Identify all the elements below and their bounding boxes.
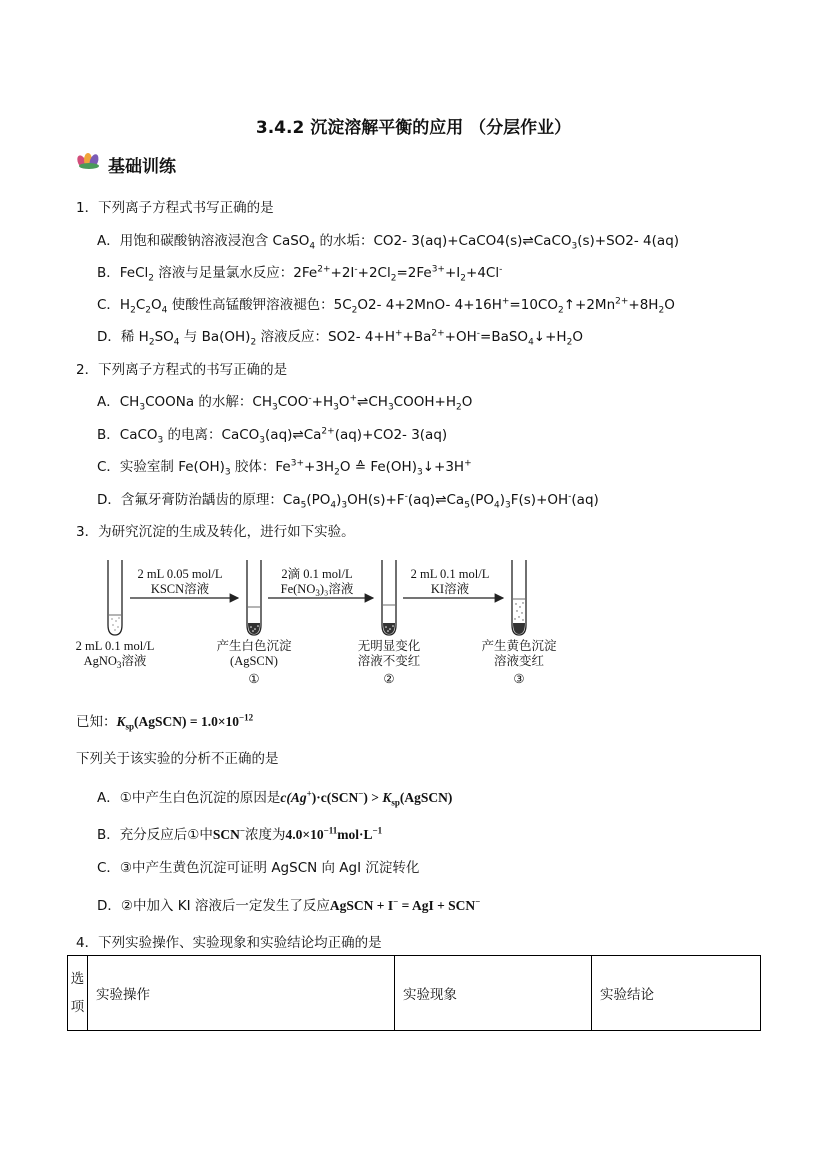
- arrow1-bottom-label: KSCN溶液: [150, 582, 210, 596]
- tube3-number: ③: [513, 672, 525, 686]
- q1-option-c: C．$H_2C_2O_4$ 使酸性高锰酸钾溶液褪色：$5C_2O2-$ 4+2MnO- $4+16H^+=10CO_2↑+2Mn^{2+}+8H_2O$: [97, 296, 675, 316]
- q3-stem: 3．为研究沉淀的生成及转化，进行如下实验。: [76, 524, 355, 540]
- q2-option-d: D．含氟牙膏防治龋齿的原理：$Ca_5(PO_4)_3OH(s)+F^-(aq)\rightleftharpoons Ca_5(PO_4)_3F(s)+OH^-(aq)$: [97, 491, 599, 511]
- test-tube-1: [247, 560, 261, 635]
- q1-option-a: A．用饱和碳酸钠溶液浸泡含 CaSO$_4$ 的水垢：CO2- 3(aq)+CaCO4(s)⇌CaCO$_3$(s)+SO2- 4(aq): [97, 233, 680, 252]
- q1-option-b: B．FeCl$_2$ 溶液与足量氯水反应：$2Fe^{2+}+2I^-+2Cl_2=2Fe^{3+}+I_2+4Cl^-$: [97, 264, 503, 284]
- header-option-label: 选 项: [70, 971, 85, 1015]
- header-phenomenon: 实验现象: [395, 956, 592, 1031]
- tube2-label-1: 无明显变化: [357, 639, 421, 653]
- q1-stem: 1．下列离子方程式书写正确的是: [76, 200, 274, 216]
- q4-stem: 4．下列实验操作、实验现象和实验结论均正确的是: [76, 935, 382, 951]
- arrow2-bottom-label: $Fe(NO_3)_3$溶液: [280, 582, 354, 598]
- test-tube-0: [108, 560, 122, 635]
- tube1-label-1: 产生白色沉淀: [216, 639, 292, 653]
- section-heading: [76, 152, 176, 177]
- tube3-label-2: 溶液变红: [493, 654, 545, 668]
- header-conclusion: 实验结论: [592, 956, 761, 1031]
- q1-option-d: D．稀 $H_2SO_4$ 与 $Ba(OH)_2$ 溶液反应：SO2- $4+H^++Ba^{2+}+OH^-=BaSO_4↓+H_2O$: [97, 328, 583, 348]
- arrow3-bottom-label: KI溶液: [430, 582, 470, 596]
- header-option: [68, 956, 88, 1031]
- header-operation: 实验操作: [88, 956, 395, 1031]
- arrow1-top-label: 2 mL 0.05 mol/L: [137, 567, 223, 581]
- q3-option-b: B．充分反应后①中SCN−浓度为$4.0\times 10^{-11}mol\cdot L^{-1}$: [97, 825, 383, 843]
- page-title: 3.4.2 沉淀溶解平衡的应用 （分层作业）: [255, 118, 572, 138]
- tube0-label-1: 2 mL 0.1 mol/L: [75, 639, 155, 653]
- flower-icon: [76, 152, 102, 177]
- q4-table: [67, 955, 761, 1031]
- tube1-number: ①: [248, 672, 260, 686]
- q3-known: 已知：$K_{sp}(AgSCN) = 1.0\times 10^{-12}$: [76, 712, 254, 732]
- q3-option-c: C．③中产生黄色沉淀可证明 AgSCN 向 AgI 沉淀转化: [97, 860, 420, 876]
- q2-option-b: B．CaCO$_3$ 的电离：$CaCO_3(aq)\rightleftharpoons Ca^{2+}(aq)+CO2-$ 3(aq): [97, 426, 448, 446]
- experiment-diagram: [70, 555, 570, 695]
- tube1-label-2: (AgSCN): [230, 654, 278, 668]
- q2-stem: 2．下列离子方程式的书写正确的是: [76, 362, 288, 378]
- q3-question: 下列关于该实验的分析不正确的是: [76, 751, 279, 767]
- tube0-label-2: AgNO$_3$溶液: [83, 654, 147, 670]
- tube3-label-1: 产生黄色沉淀: [481, 639, 557, 653]
- test-tube-3: [512, 560, 526, 635]
- q3-option-a: A．①中产生白色沉淀的原因是$c(Ag^+)\cdot c(SCN^-) > K_{sp}(AgSCN)$: [97, 788, 453, 808]
- test-tube-2: [382, 560, 396, 635]
- table-header-row: [68, 956, 761, 1031]
- tube2-label-2: 溶液不变红: [357, 654, 421, 668]
- q2-option-c: C．实验室制 $Fe(OH)_3$ 胶体：$Fe^{3+}+3H_2O$ ≙ $Fe(OH)_3↓+3H^+$: [97, 458, 472, 478]
- section-label: 基础训练: [108, 157, 176, 177]
- arrow3-top-label: 2 mL 0.1 mol/L: [410, 567, 490, 581]
- q3-option-d: D．②中加入 KI 溶液后一定发生了反应AgSCN + I− = AgI + SCN−: [97, 896, 481, 914]
- arrow2-top-label: 2滴 0.1 mol/L: [281, 567, 353, 581]
- tube2-number: ②: [383, 672, 395, 686]
- q2-option-a: A．$CH_3COONa$ 的水解：$CH_3COO^-+H_3O^+\rightleftharpoons CH_3COOH+H_2O$: [97, 393, 473, 413]
